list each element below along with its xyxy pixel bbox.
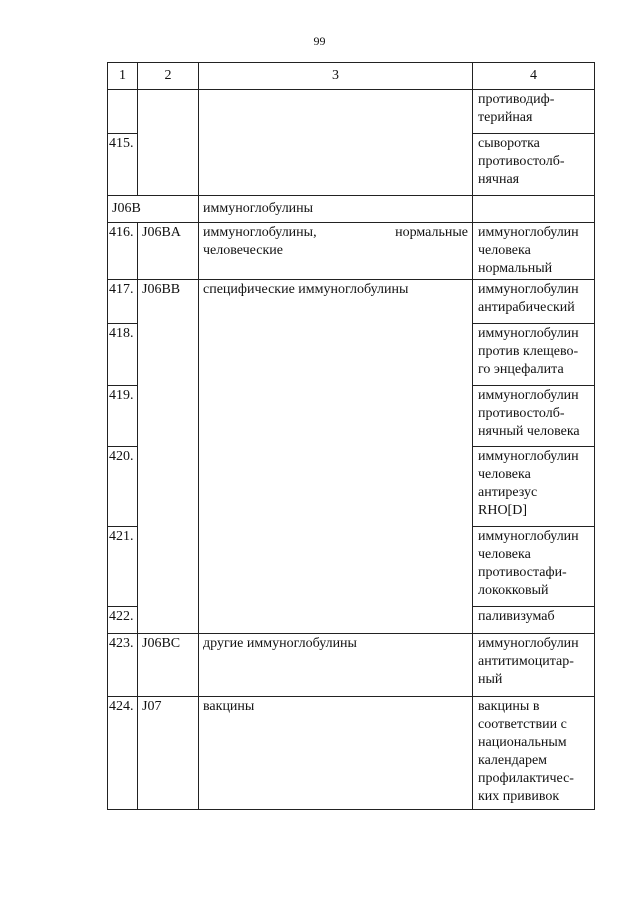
group-name-part: человеческие xyxy=(203,243,283,258)
drug-name: иммуноглобулин антирабический xyxy=(473,280,595,324)
drug-name: противодиф- терийная xyxy=(473,90,595,134)
atc-code-cell xyxy=(138,90,199,196)
row-number: 417. xyxy=(108,280,138,324)
drug-name: иммуноглобулин человека противостафи- лококковый xyxy=(473,527,595,607)
atc-code: J06BB xyxy=(138,280,199,634)
table-group-row xyxy=(108,196,595,223)
group-name xyxy=(199,223,473,280)
drug-name: вакцины в соответствии с национальным календарем профилактичес- ких прививок xyxy=(473,697,595,810)
table-row xyxy=(108,697,595,810)
group-name-cell xyxy=(199,90,473,196)
page-number: 99 xyxy=(313,34,326,48)
drug-name: иммуноглобулин противостолб- нячный человека xyxy=(473,386,595,447)
row-number: 424. xyxy=(108,697,138,810)
drug-name: иммуноглобулин человека антирезус RHO[D] xyxy=(473,447,595,527)
drug-name-empty xyxy=(473,196,595,223)
row-number: 422. xyxy=(108,607,138,634)
atc-code: J06B xyxy=(108,196,199,223)
group-name: иммуноглобулины xyxy=(199,196,473,223)
medicines-table xyxy=(107,62,595,810)
drug-name: иммуноглобулин антитимоцитар- ный xyxy=(473,634,595,697)
header-col-3: 3 xyxy=(199,63,473,90)
row-number: 420. xyxy=(108,447,138,527)
atc-code: J06BC xyxy=(138,634,199,697)
row-number: 415. xyxy=(108,134,138,196)
header-col-1: 1 xyxy=(108,63,138,90)
group-name: вакцины xyxy=(199,697,473,810)
row-number xyxy=(108,90,138,134)
drug-name: сыворотка противостолб- нячная xyxy=(473,134,595,196)
group-name-part: иммуноглобулины, xyxy=(203,225,317,240)
row-number: 421. xyxy=(108,527,138,607)
row-number: 418. xyxy=(108,324,138,386)
atc-code: J07 xyxy=(138,697,199,810)
row-number: 419. xyxy=(108,386,138,447)
atc-code: J06BA xyxy=(138,223,199,280)
group-name-part: нормальные xyxy=(395,225,468,240)
header-col-2: 2 xyxy=(138,63,199,90)
drug-name: иммуноглобулин человека нормальный xyxy=(473,223,595,280)
group-name: другие иммуноглобулины xyxy=(199,634,473,697)
row-number: 423. xyxy=(108,634,138,697)
table-header-row xyxy=(108,63,595,90)
table-row xyxy=(108,223,595,280)
table-row xyxy=(108,90,595,134)
table-row xyxy=(108,634,595,697)
table-row xyxy=(108,280,595,324)
group-name: специфические иммуноглобулины xyxy=(199,280,473,634)
header-col-4: 4 xyxy=(473,63,595,90)
drug-name: иммуноглобулин против клещево- го энцефалита xyxy=(473,324,595,386)
drug-name: паливизумаб xyxy=(473,607,595,634)
row-number: 416. xyxy=(108,223,138,280)
